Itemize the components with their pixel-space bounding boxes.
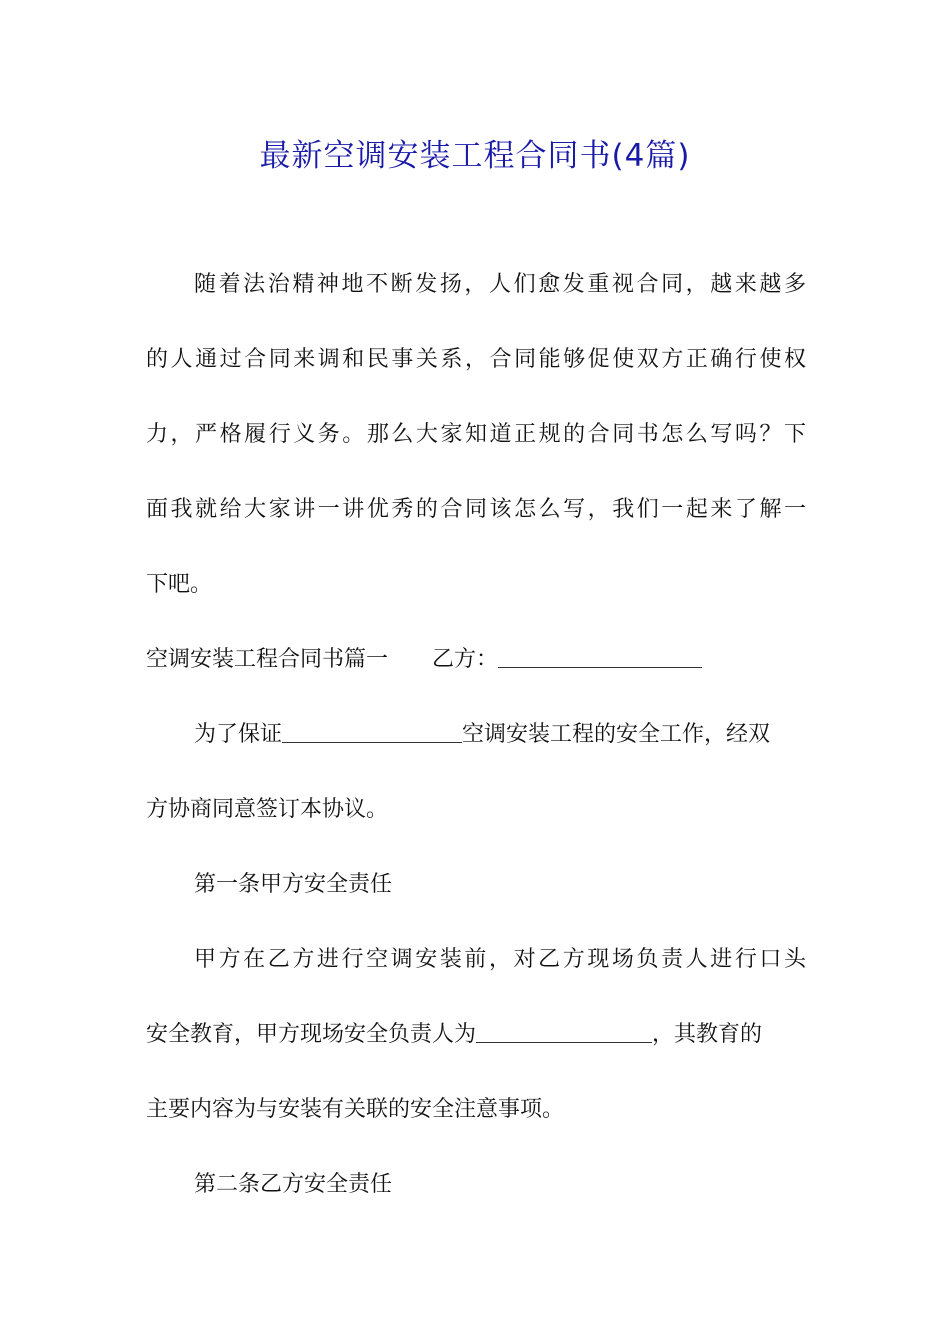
intro-line-1: 随着法治精神地不断发扬，人们愈发重视合同，越来越多 [194, 272, 806, 297]
article-1-heading: 第一条甲方安全责任 [194, 872, 393, 897]
article-1-line-3: 主要内容为与安装有关联的安全注意事项。 [146, 1097, 565, 1122]
article-1-line-2-prefix: 安全教育，甲方现场安全负责人为 [146, 1022, 477, 1047]
party-b-label: 乙方： [432, 647, 499, 672]
article-1-line-2 [146, 1020, 806, 1050]
purpose-line-1 [194, 720, 806, 750]
intro-line-2: 的人通过合同来调和民事关系，合同能够促使双方正确行使权 [146, 347, 806, 372]
article-1-line-2-suffix: ，其教育的 [652, 1022, 763, 1047]
safety-officer-blank[interactable] [476, 1020, 652, 1043]
project-name-blank[interactable] [282, 720, 462, 743]
party-b-blank[interactable] [498, 645, 702, 668]
purpose-line-2: 方协商同意签订本协议。 [146, 797, 389, 822]
purpose-suffix: 空调安装工程的安全工作，经双 [462, 722, 771, 747]
purpose-prefix: 为了保证 [194, 722, 283, 747]
article-1-line-1: 甲方在乙方进行空调安装前，对乙方现场负责人进行口头 [194, 947, 806, 972]
document-title: 最新空调安装工程合同书(4篇) [259, 138, 691, 174]
intro-line-3: 力，严格履行义务。那么大家知道正规的合同书怎么写吗？下 [146, 422, 806, 447]
article-2-heading: 第二条乙方安全责任 [194, 1172, 393, 1197]
intro-line-5: 下吧。 [146, 572, 213, 597]
intro-line-4: 面我就给大家讲一讲优秀的合同该怎么写，我们一起来了解一 [146, 497, 806, 522]
section-heading-row [146, 645, 806, 675]
section-heading: 空调安装工程合同书篇一 [146, 647, 389, 672]
